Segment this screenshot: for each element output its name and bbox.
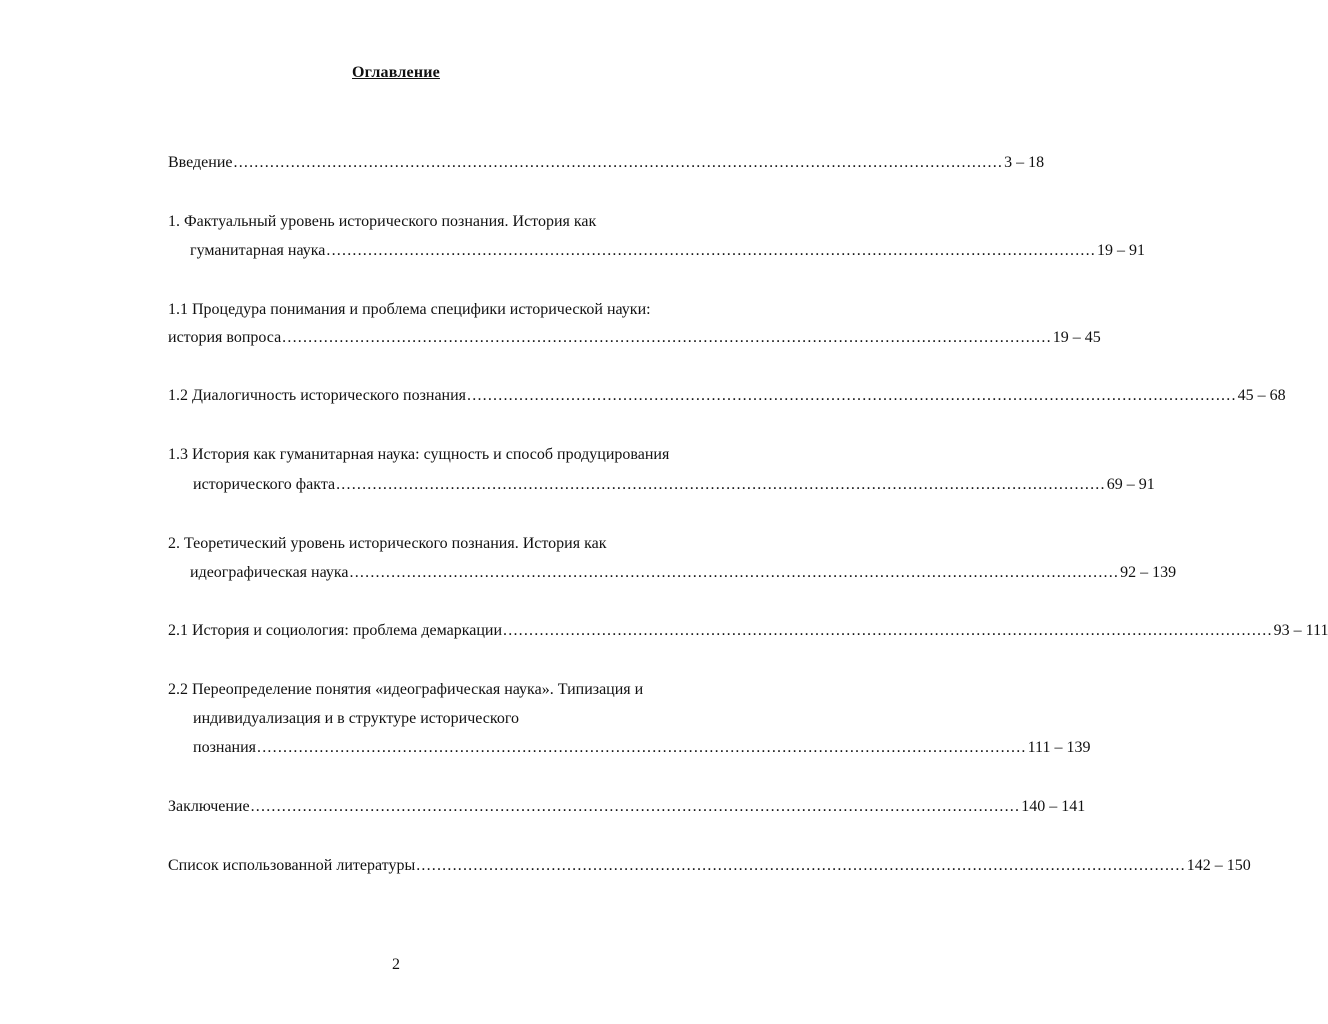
leader-dots: .................................................................................................................................................... — [257, 739, 1027, 756]
leader-dots: .................................................................................................................................................... — [503, 622, 1273, 639]
leader-dots: .................................................................................................................................................... — [250, 798, 1021, 815]
toc-entry-intro — [168, 153, 1045, 173]
toc-section-1-1-line1: 1.1 Процедура понимания и проблема специфики исторической науки: — [168, 301, 651, 318]
toc-entry-text: Введение — [168, 154, 233, 171]
toc-entry-section-2-1 — [168, 621, 1328, 641]
toc-entry-pages: 142 – 150 — [1186, 857, 1251, 874]
toc-entry-text: 1.2 Диалогичность исторического познания — [168, 387, 467, 404]
leader-dots: .................................................................................................................................................... — [336, 476, 1106, 493]
toc-entry-pages: 45 – 68 — [1237, 387, 1286, 404]
toc-entry-bibliography — [168, 856, 1251, 876]
toc-entry-pages: 93 – 111 — [1273, 622, 1328, 639]
toc-entry-chapter-1 — [190, 241, 1145, 261]
toc-entry-pages: 92 – 139 — [1120, 564, 1177, 581]
page-number: 2 — [392, 956, 400, 973]
toc-entry-pages: 19 – 91 — [1097, 242, 1145, 259]
toc-entry-text: история вопроса — [168, 329, 282, 346]
toc-section-2-2-line1: 2.2 Переопределение понятия «идеографическая наука». Типизация и — [168, 681, 644, 698]
toc-chapter-1-line1: 1. Фактуальный уровень исторического познания. История как — [168, 213, 597, 230]
toc-entry-text: познания — [193, 739, 257, 756]
toc-entry-text: гуманитарная наука — [190, 242, 326, 259]
toc-entry-text: 2.1 История и социология: проблема демаркации — [168, 622, 503, 639]
toc-entry-text: Список использованной литературы — [168, 857, 416, 874]
leader-dots: .................................................................................................................................................... — [467, 387, 1237, 404]
toc-section-1-3-line1: 1.3 История как гуманитарная наука: сущность и способ продуцирования — [168, 446, 670, 463]
toc-entry-pages: 19 – 45 — [1052, 329, 1101, 346]
leader-dots: .................................................................................................................................................... — [349, 564, 1120, 581]
leader-dots: .................................................................................................................................................... — [233, 154, 1004, 171]
toc-entry-section-2-2 — [193, 738, 1091, 758]
toc-entry-section-1-1 — [168, 328, 1101, 348]
leader-dots: .................................................................................................................................................... — [416, 857, 1186, 874]
toc-entry-conclusion — [168, 797, 1086, 817]
toc-entry-text: идеографическая наука — [190, 564, 349, 581]
leader-dots: .................................................................................................................................................... — [282, 329, 1052, 346]
leader-dots: .................................................................................................................................................... — [326, 242, 1096, 259]
toc-chapter-2-line1: 2. Теоретический уровень исторического познания. История как — [168, 535, 607, 552]
toc-entry-pages: 69 – 91 — [1106, 476, 1155, 493]
toc-entry-text: исторического факта — [193, 476, 336, 493]
page-title: Оглавление — [352, 64, 440, 81]
toc-entry-pages: 111 – 139 — [1027, 739, 1091, 756]
toc-entry-section-1-2 — [168, 386, 1286, 406]
toc-entry-pages: 140 – 141 — [1021, 798, 1086, 815]
toc-entry-chapter-2 — [190, 563, 1177, 583]
toc-entry-text: Заключение — [168, 798, 250, 815]
toc-section-2-2-line2: индивидуализация и в структуре исторического — [193, 710, 519, 727]
toc-entry-section-1-3 — [193, 475, 1155, 495]
toc-entry-pages: 3 – 18 — [1004, 154, 1045, 171]
